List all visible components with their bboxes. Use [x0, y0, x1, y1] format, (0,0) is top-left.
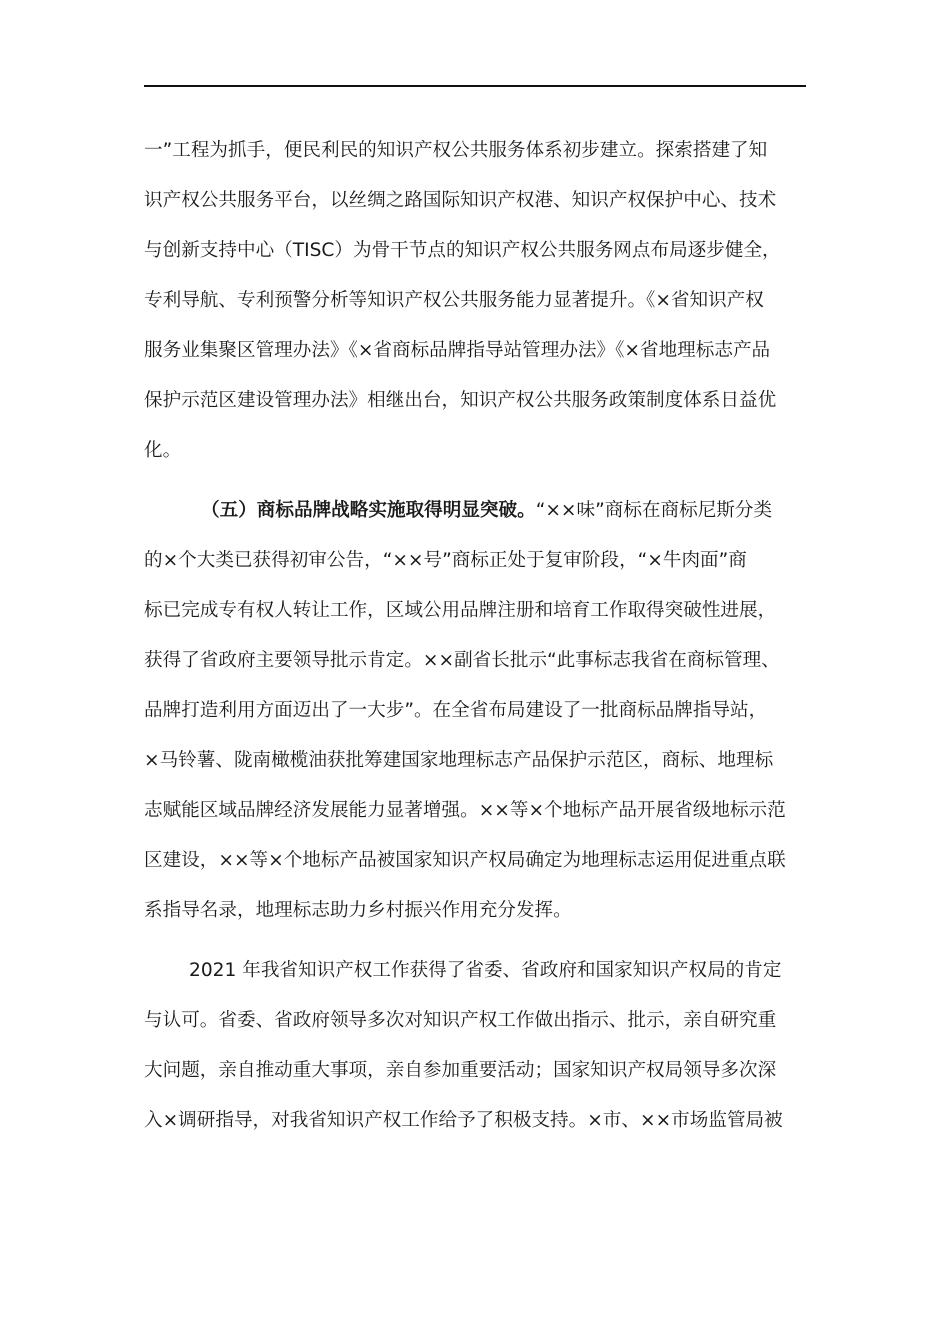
paragraph-2-line: [144, 848, 806, 874]
paragraph-2-line: [144, 498, 863, 524]
paragraph-1-line: [144, 188, 806, 214]
paragraph-1-line: [144, 288, 806, 314]
paragraph-2-line: [144, 548, 806, 574]
paragraph-2-line: [144, 598, 806, 624]
text-run: 2021 年我省知识产权工作获得了省委、省政府和国家知识产权局的肯定: [189, 960, 782, 981]
header-rule: [144, 85, 806, 87]
text-run: 志赋能区域品牌经济发展能力显著增强。××等×个地标产品开展省级地标示范: [144, 800, 786, 821]
paragraph-3-line: [144, 1108, 806, 1134]
text-run: 服务业集聚区管理办法》《×省商标品牌指导站管理办法》《×省地理标志产品: [144, 340, 771, 361]
text-run: 入×调研指导，对我省知识产权工作给予了积极支持。×市、××市场监管局被: [144, 1110, 783, 1131]
text-run: “××味”商标在商标尼斯分类: [535, 500, 773, 521]
text-run: 区建设，××等×个地标产品被国家知识产权局确定为地理标志运用促进重点联: [144, 850, 786, 871]
text-run: 大问题，亲自推动重大事项，亲自参加重要活动；国家知识产权局领导多次深: [144, 1060, 777, 1081]
paragraph-1-line: [144, 238, 806, 264]
paragraph-1-line: [144, 338, 806, 364]
text-run: 化。: [144, 440, 182, 461]
text-run: 的×个大类已获得初审公告，“××号”商标正处于复审阶段，“×牛肉面”商: [144, 550, 747, 571]
text-run: 与认可。省委、省政府领导多次对知识产权工作做出指示、批示，亲自研究重: [144, 1010, 777, 1031]
text-run: 获得了省政府主要领导批示肯定。××副省长批示“此事标志我省在商标管理、: [144, 650, 780, 671]
text-run: 保护示范区建设管理办法》相继出台，知识产权公共服务政策制度体系日益优: [144, 390, 777, 411]
paragraph-1-line: [144, 388, 806, 414]
paragraph-1-line: [144, 438, 806, 464]
paragraph-2-line: [144, 698, 806, 724]
paragraph-3-line: [144, 1058, 806, 1084]
paragraph-2-line: [144, 898, 806, 924]
paragraph-2-line: [144, 748, 806, 774]
text-run: 识产权公共服务平台，以丝绸之路国际知识产权港、知识产权保护中心、技术: [144, 190, 777, 211]
text-run: 一”工程为抓手，便民利民的知识产权公共服务体系初步建立。探索搭建了知: [144, 140, 768, 161]
text-run: 与创新支持中心（TISC）为骨干节点的知识产权公共服务网点布局逐步健全，: [144, 240, 781, 261]
text-run: 系指导名录，地理标志助力乡村振兴作用充分发挥。: [144, 900, 572, 921]
section-heading: （五）商标品牌战略实施取得明显突破。: [201, 500, 536, 521]
paragraph-2-line: [144, 798, 806, 824]
text-run: 专利导航、专利预警分析等知识产权公共服务能力显著提升。《×省知识产权: [144, 290, 764, 311]
paragraph-3-line: [144, 1008, 806, 1034]
paragraph-2-line: [144, 648, 806, 674]
text-run: ×马铃薯、陇南橄榄油获批筹建国家地理标志产品保护示范区，商标、地理标: [144, 750, 774, 771]
text-run: 品牌打造利用方面迈出了一大步”。在全省布局建设了一批商标品牌指导站，: [144, 700, 768, 721]
text-run: 标已完成专有权人转让工作，区域公用品牌注册和培育工作取得突破性进展，: [144, 600, 777, 621]
paragraph-1-line: [144, 138, 806, 164]
paragraph-3-line: [144, 958, 851, 984]
